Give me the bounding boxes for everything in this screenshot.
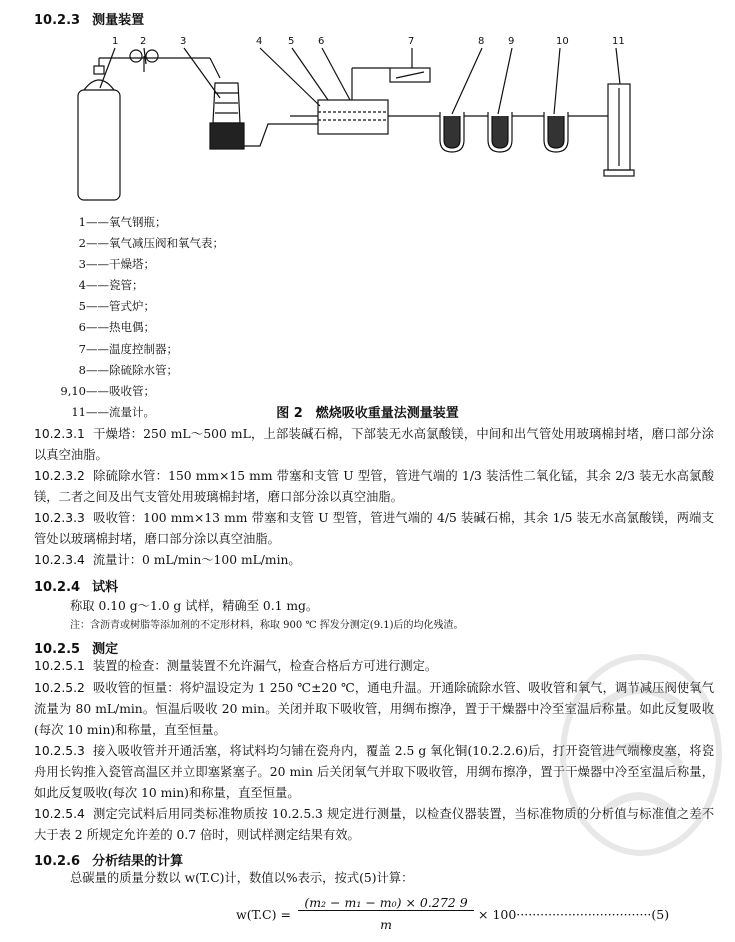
paragraph-10-2-5-4: 10.2.5.4 测定完试料后用同类标准物质按 10.2.5.3 规定进行测量，以检查仪器装置，当标准物质的分析值与标准值之差不大于表 2 所规定允许差的 0.7 倍时，则试样测定结果有效。 xyxy=(34,807,714,842)
callout-6: 6 xyxy=(318,36,325,47)
callout-7: 7 xyxy=(408,36,415,47)
callout-8: 8 xyxy=(478,36,485,47)
paragraph-10-2-3-3: 10.2.3.3 吸收管：100 mm×13 mm 带塞和支管 U 型管，管进气端的 4/5 装碱石棉，其余 1/5 装无水高氯酸镁，两端支管处以玻璃棉封堵，磨口部分涂以真空油脂。 xyxy=(34,511,714,546)
section-heading-10-2-5: 10.2.5 测定 xyxy=(34,642,119,657)
watermark-stamp xyxy=(556,650,726,860)
legend-item: 11——流量计。 xyxy=(71,404,155,419)
formula-tail: × 100··································(5) xyxy=(478,907,670,922)
legend-item: 3——干燥塔； xyxy=(78,257,155,272)
section-heading-10-2-4: 10.2.4 试料 xyxy=(34,580,119,595)
formula-denominator: m xyxy=(380,917,392,932)
callout-4: 4 xyxy=(256,36,263,47)
callout-2: 2 xyxy=(140,36,147,47)
legend-item: 5——管式炉； xyxy=(78,299,155,314)
note-text: 注：含沥青或树脂等添加剂的不定形材料，称取 900 ℃ 挥发分测定(9.1)后的均化残渣。 xyxy=(70,620,464,631)
legend-item: 1——氧气钢瓶； xyxy=(78,215,167,229)
callout-10: 10 xyxy=(556,36,569,47)
paragraph-10-2-3-2: 10.2.3.2 除硫除水管：150 mm×15 mm 带塞和支管 U 型管，管进气端的 1/3 装活性二氧化锰，其余 2/3 装无水高氯酸镁，二者之间及出气支管处用玻璃棉封堵，磨口部分涂以真空油脂。 xyxy=(34,469,714,504)
legend-item: 4——瓷管； xyxy=(78,278,144,293)
callout-1: 1 xyxy=(112,36,119,47)
paragraph-10-2-3-1: 10.2.3.1 干燥塔：250 mL～500 mL，上部装碱石棉，下部装无水高氯酸镁，中间和出气管处用玻璃棉封堵，磨口部分涂以真空油脂。 xyxy=(34,427,714,462)
formula-numerator: (m₂ − m₁ − m₀) × 0.272 9 xyxy=(298,895,474,911)
paragraph-10-2-5-2: 10.2.5.2 吸收管的恒量：将炉温设定为 1 250 ℃±20 ℃，通电升温。开通除硫除水管、吸收管和氧气，调节减压阀使氧气流量为 80 mL/min。恒温后吸收 20 min。关闭并取下吸收管，用绸布擦净，置于干燥器中冷至室温后称量。如此反复吸收(每次 10 min)和称量，直至恒量。 xyxy=(34,681,714,737)
calculation-text: 总碳量的质量分数以 w(T.C)计，数值以%表示，按式(5)计算： xyxy=(70,871,414,885)
legend-item: 9,10——吸收管； xyxy=(60,383,155,398)
section-heading-10-2-6: 10.2.6 分析结果的计算 xyxy=(34,854,184,869)
paragraph-10-2-5-1: 10.2.5.1 装置的检查：测量装置不允许漏气，检查合格后方可进行测定。 xyxy=(34,659,438,673)
paragraph-10-2-3-4: 10.2.3.4 流量计：0 mL/min～100 mL/min。 xyxy=(34,553,301,567)
paragraph-10-2-5-3: 10.2.5.3 接入吸收管并开通活塞，将试料均匀铺在瓷舟内，覆盖 2.5 g 氧化铜(10.2.2.6)后，打开瓷管进气端橡皮塞，将瓷舟用长钩推入瓷管高温区并立即塞紧塞子。20 min 后关闭氧气并取下吸收管，用绸布擦净，置于干燥器中冷至室温后称量，如此反复吸收(每次 10 min)和称量，直至恒量。 xyxy=(34,744,714,800)
formula-5 xyxy=(236,895,696,937)
figure-caption: 图 2 燃烧吸收重量法测量装置 xyxy=(276,406,459,421)
legend-item: 2——氧气减压阀和氧气表； xyxy=(78,236,224,251)
callout-9: 9 xyxy=(508,36,515,47)
callout-5: 5 xyxy=(288,36,295,47)
formula-lhs: w(T.C) = xyxy=(236,907,291,922)
callout-3: 3 xyxy=(180,36,187,47)
legend-item: 8——除硫除水管； xyxy=(78,362,178,377)
legend-item: 7——温度控制器； xyxy=(78,341,178,356)
legend-item: 6——热电偶； xyxy=(78,320,155,335)
section-heading-10-2-3: 10.2.3 测量装置 xyxy=(34,13,145,28)
callout-11: 11 xyxy=(612,36,625,47)
figure-legend xyxy=(58,212,224,423)
apparatus-diagram xyxy=(60,28,670,208)
sample-weighing-text: 称取 0.10 g～1.0 g 试样，精确至 0.1 mg。 xyxy=(70,599,319,613)
